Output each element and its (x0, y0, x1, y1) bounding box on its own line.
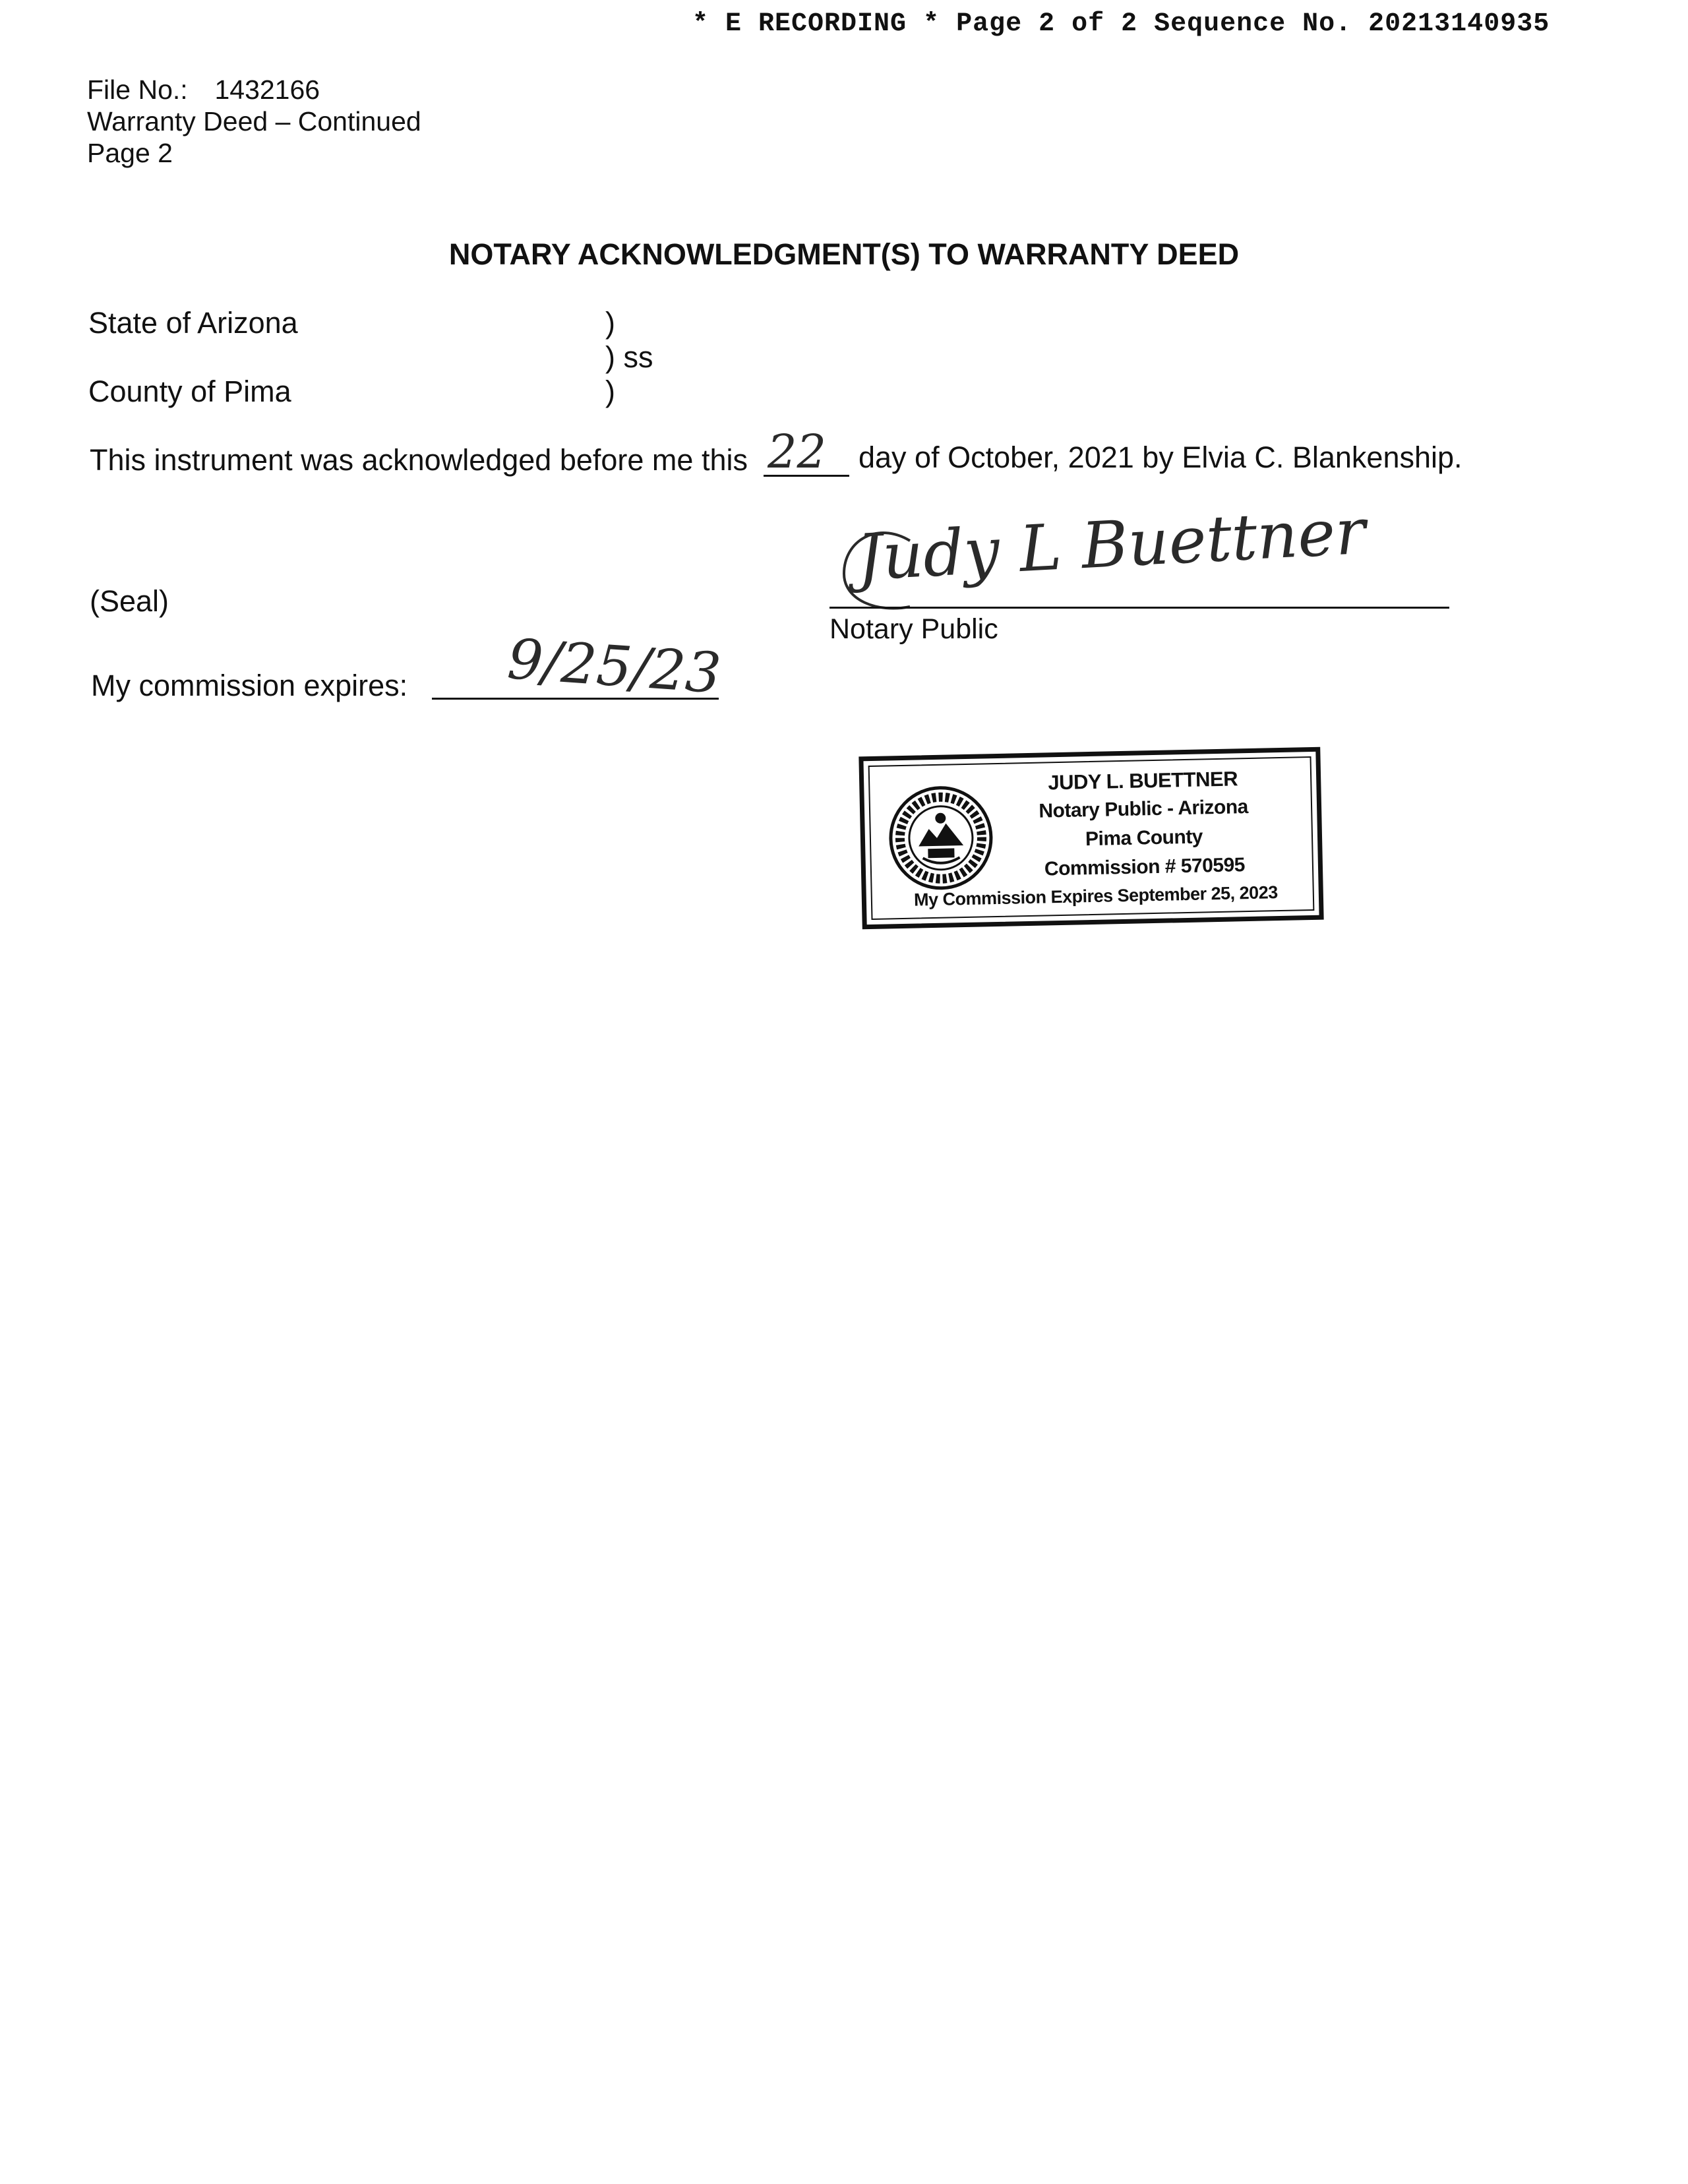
notary-public-label: Notary Public (829, 613, 998, 645)
stamp-notary-title: Notary Public - Arizona (1039, 796, 1249, 822)
acknowledgment-before: This instrument was acknowledged before me this (90, 443, 748, 477)
venue-paren-bottom: ) (605, 375, 615, 408)
file-number-label: File No.: (87, 75, 188, 105)
notary-signature: Judy L Buettner (855, 494, 1368, 595)
day-handwritten: 22 (768, 425, 827, 479)
file-number-line (87, 74, 320, 106)
file-number: 1432166 (214, 75, 320, 105)
document-name: Warranty Deed – Continued (87, 106, 421, 136)
signature-flourish-icon (837, 514, 969, 626)
page-label: Page 2 (87, 138, 173, 168)
stamp-notary-name: JUDY L. BUETTNER (1048, 767, 1238, 795)
recording-header: * E RECORDING * Page 2 of 2 Sequence No. 20213140935 (692, 9, 1550, 39)
commission-label: My commission expires: (91, 669, 408, 702)
venue-paren-top: ) (605, 306, 615, 340)
notary-stamp (859, 747, 1323, 930)
stamp-county: Pima County (1085, 826, 1203, 851)
commission-date-handwritten: 9/25/23 (505, 626, 723, 706)
venue-state: State of Arizona (88, 306, 298, 340)
signature-line (829, 607, 1449, 609)
stamp-commission-number: Commission # 570595 (1044, 854, 1246, 880)
venue-ss: ) ss (605, 340, 653, 374)
seal-label: (Seal) (90, 584, 169, 618)
venue-county: County of Pima (88, 375, 291, 408)
acknowledgment-after: day of October, 2021 by Elvia C. Blankenship. (859, 440, 1462, 474)
document-title: NOTARY ACKNOWLEDGMENT(S) TO WARRANTY DEED (448, 237, 1240, 271)
stamp-expiration: My Commission Expires September 25, 2023 (913, 882, 1278, 910)
